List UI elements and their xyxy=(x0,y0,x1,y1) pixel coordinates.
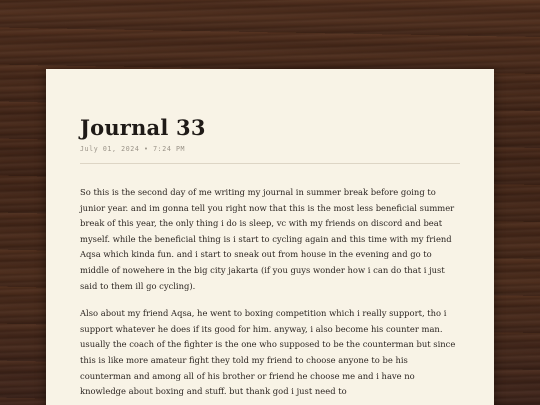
divider xyxy=(80,163,460,164)
journal-date: July 01, 2024 • 7:24 PM xyxy=(80,145,186,153)
journal-paragraph: So this is the second day of me writing my journal in summer break before going to junior year. and im gonna tell you right now that this is the most less beneficial summer break of this year, the only thing i do is sleep, vc with my friends on discord and beat myself. while the beneficial thing is i start to cycling again and this time with my friend Aqsa which kinda fun. and i start to sneak out from house in the evening and go to middle of nowehere in the big city jakarta (if you guys wonder how i can do that i just said to them ill go cycling). xyxy=(80,187,455,291)
journal-page xyxy=(46,69,494,405)
journal-body xyxy=(80,185,460,400)
journal-title: Journal 33 xyxy=(80,115,206,140)
journal-paragraph: Also about my friend Aqsa, he went to boxing competition which i really support, tho i support whatever he does if its good for him. anyway, i also become his counter man. usually the coach of the fighter is the one who supposed to be the counterman but since this is like more amateur fight they told my friend to choose anyone to be his counterman and among all of his brother or friend he choose me and i have no knowledge about boxing and stuff. but thank god i just need to xyxy=(80,308,456,397)
